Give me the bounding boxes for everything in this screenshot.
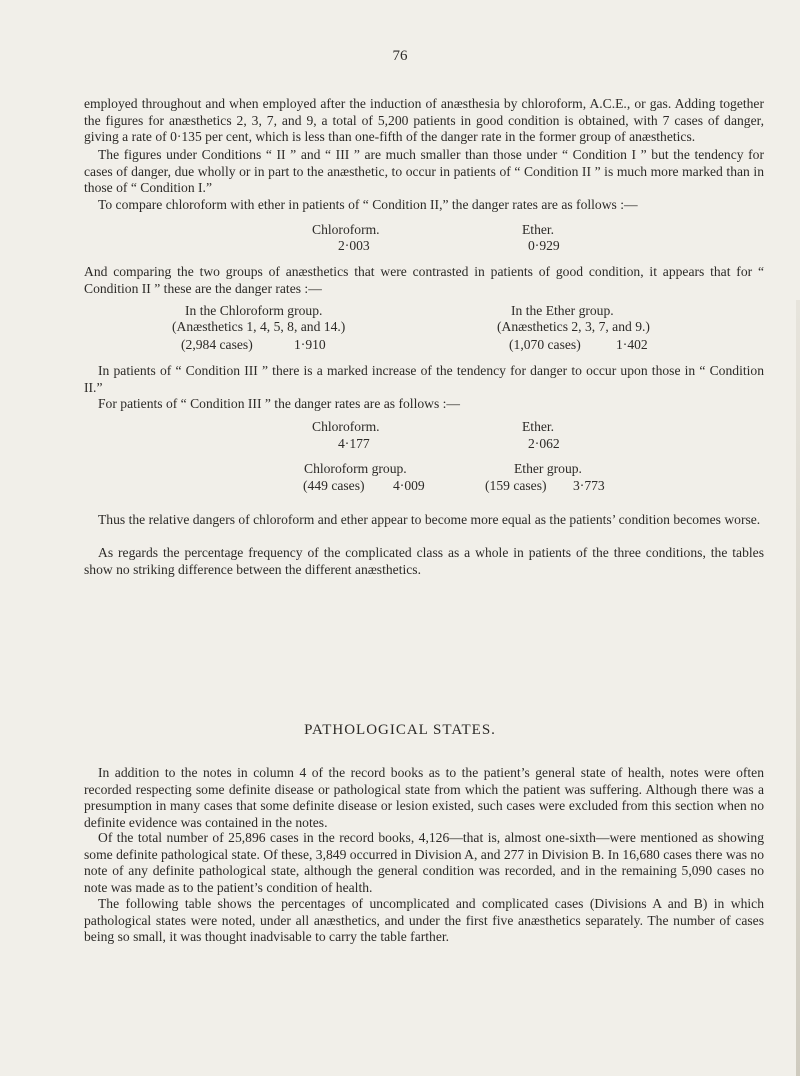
table3-chloroform-head: Chloroform. [312, 419, 380, 434]
table3-ether-group: Ether group. [514, 461, 582, 476]
pathological-paragraph-2: Of the total number of 25,896 cases in the record books, 4,126—that is, almost one-sixth—were mentioned as showing some definite pathological state. Of these, 3,849 occurred in Division A, and 277 in Division B. In 16,680 cases there was no note of any definite pathological state, although the general condition was recorded, and in the remaining 5,090 cases no note was made as to the patient’s condition of health. [84, 830, 764, 895]
table2-right-rate: 1·402 [616, 337, 648, 352]
table1-chloroform-head: Chloroform. [312, 222, 380, 237]
table3-chloroform-rate: 4·009 [393, 478, 425, 493]
table3-chloroform-value: 4·177 [338, 436, 370, 451]
table1-chloroform-value: 2·003 [338, 238, 370, 253]
table3-chloroform-group: Chloroform group. [304, 461, 407, 476]
intro-paragraph-1: employed throughout and when employed after the induction of anæsthesia by chloroform, A.C.E., or gas. Adding together the figures for anæsthetics 2, 3, 7, and 9, a total of 5,200 patients in good condition is obtained, with 7 cases of danger, giving a rate of 0·135 per cent, which is less than one-fifth of the danger rate in the former group of anæsthetics. [84, 96, 764, 144]
thus-paragraph: Thus the relative dangers of chloroform and ether appear to become more equal as the patients’ condition becomes worse. [98, 512, 761, 527]
table2-right-cases: (1,070 cases) [509, 337, 581, 352]
regards-paragraph: As regards the percentage frequency of the complicated class as a whole in patients of the three conditions, the tables show no striking difference between the different anæsthetics. [84, 545, 764, 577]
comparing-paragraph: And comparing the two groups of anæsthetics that were contrasted in patients of good condition, it appears that for “ Condition II ” these are the danger rates :— [84, 264, 764, 296]
table3-ether-rate: 3·773 [573, 478, 605, 493]
table3-chloroform-cases: (449 cases) [303, 478, 365, 493]
table2-left-anaesthetics: (Anæsthetics 1, 4, 5, 8, and 14.) [172, 319, 346, 334]
page-edge-shadow [796, 300, 800, 1076]
table2-left-cases: (2,984 cases) [181, 337, 253, 352]
page-number: 76 [392, 48, 408, 64]
pathological-paragraph-1: In addition to the notes in column 4 of the record books as to the patient’s general state of health, notes were often recorded respecting some definite disease or pathological state from which the patient was suffering. Although there was a presumption in many cases that some definite disease or lesion existed, such cases were excluded from this section when no definite evidence was contained in the notes. [84, 765, 764, 830]
table3-ether-head: Ether. [522, 419, 555, 434]
table2-right-anaesthetics: (Anæsthetics 2, 3, 7, and 9.) [497, 319, 650, 334]
table3-ether-value: 2·062 [528, 436, 560, 451]
condition3-paragraph: In patients of “ Condition III ” there is a marked increase of the tendency for danger to occur upon those in “ Condition II.” [84, 363, 764, 395]
table3-ether-cases: (159 cases) [485, 478, 547, 493]
table2-left-title: In the Chloroform group. [185, 303, 323, 318]
intro-paragraph-2: The figures under Conditions “ II ” and “ III ” are much smaller than those under “ Condition I ” but the tendency for cases of danger, due wholly or in part to the anæsthetic, to occur in patients of “ Condition II ” is much more marked than in those of “ Condition I.” [84, 147, 764, 195]
table2-right-title: In the Ether group. [511, 303, 614, 318]
pathological-paragraph-3: The following table shows the percentages of uncomplicated and complicated cases (Divisions A and B) in which pathological states were noted, under all anæsthetics, and under the first five anæsthetics separately. The number of cases being so small, it was thought inadvisable to carry the table farther. [84, 896, 764, 944]
intro-paragraph-3: To compare chloroform with ether in patients of “ Condition II,” the danger rates are as follows :— [98, 197, 638, 212]
condition3-follow: For patients of “ Condition III ” the danger rates are as follows :— [98, 396, 461, 411]
table1-ether-head: Ether. [522, 222, 555, 237]
section-heading: PATHOLOGICAL STATES. [304, 722, 496, 738]
table2-left-rate: 1·910 [294, 337, 326, 352]
table1-ether-value: 0·929 [528, 238, 560, 253]
